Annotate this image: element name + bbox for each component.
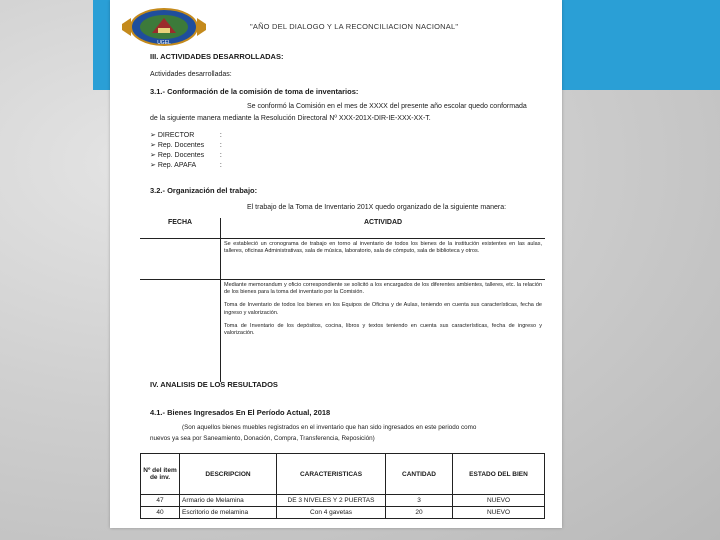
table-row (140, 239, 545, 280)
list-item: ➢ Rep. Docentes : (150, 152, 222, 159)
item-number-cell: 40 (141, 507, 180, 519)
list-item: ➢ DIRECTOR : (150, 132, 222, 139)
characteristics-cell: Con 4 gavetas (277, 507, 386, 519)
list-item: ➢ Rep. APAFA : (150, 162, 222, 169)
work-schedule-table (140, 218, 545, 382)
status-cell: NUEVO (453, 507, 545, 519)
column-header-fecha: FECHA (140, 218, 221, 239)
quantity-cell: 3 (386, 495, 453, 507)
section-title-activities: III. ACTIVIDADES DESARROLLADAS: (150, 52, 284, 61)
table-row (140, 280, 545, 383)
commission-text-line2: de la siguiente manera mediante la Resolución Directoral Nº XXX-201X-DIR-IE-XXX-XX-T. (150, 115, 431, 122)
organization-text: El trabajo de la Toma de Inventario 201X quedo organizado de la siguiente manera: (247, 204, 507, 211)
bullet-arrow-icon: ➢ (150, 142, 156, 149)
bullet-arrow-icon: ➢ (150, 162, 156, 169)
document-motto: "AÑO DEL DIALOGO Y LA RECONCILIACION NACIONAL" (250, 22, 459, 31)
status-cell: NUEVO (453, 495, 545, 507)
activity-text: Toma de Inventario de todos los bienes en los Equipos de Oficina y de Aulas, teniendo en cuenta sus características, fecha de ingreso y valorización. (224, 302, 542, 316)
table-header-row (141, 454, 545, 495)
item-number-cell: 47 (141, 495, 180, 507)
subsection-title-assets: 4.1.- Bienes Ingresados En El Período Actual, 2018 (150, 408, 331, 417)
section-title-analysis: IV. ANALISIS DE LOS RESULTADOS (150, 380, 278, 389)
description-cell: Escritorio de melamina (180, 507, 277, 519)
subsection-title-commission: 3.1.- Conformación de la comisión de toma de inventarios: (150, 87, 359, 96)
table-row (141, 507, 545, 519)
activity-cell (221, 280, 546, 383)
column-header-characteristics: CARACTERISTICAS (277, 454, 386, 495)
column-header-actividad: ACTIVIDAD (221, 218, 546, 239)
column-header-item-number: Nº del ítem de inv. (141, 454, 180, 495)
assets-note-line1: (Son aquellos bienes muebles registrados en el inventario que han sido ingresados en este periodo como (182, 424, 477, 431)
description-cell: Armario de Melamina (180, 495, 277, 507)
table-row (141, 495, 545, 507)
subsection-title-organization: 3.2.- Organización del trabajo: (150, 186, 258, 195)
activity-text: Toma de Inventario de los depósitos, cocina, libros y textos teniendo en cuenta sus características, fecha de ingreso y valorización. (224, 322, 542, 337)
activity-cell (221, 239, 546, 280)
assets-note-line2: nuevos ya sea por Saneamiento, Donación, Compra, Transferencia, Reposición) (150, 435, 375, 442)
table-header-row (140, 218, 545, 239)
commission-text-line1: Se conformó la Comisión en el mes de XXXX del presente año escolar quedo conformada (247, 103, 527, 110)
activity-text: Se estableció un cronograma de trabajo en torno al inventario de todos los bienes de la institución existentes en las aulas, talleres, oficinas Administrativas, sala de música, laboratorio, sala de cómputo, sala de biblioteca y otros. (224, 241, 542, 255)
column-header-status: ESTADO DEL BIEN (453, 454, 545, 495)
column-header-description: DESCRIPCION (180, 454, 277, 495)
assets-table (140, 453, 545, 519)
list-item: ➢ Rep. Docentes : (150, 142, 222, 149)
bullet-arrow-icon: ➢ (150, 152, 156, 159)
column-header-quantity: CANTIDAD (386, 454, 453, 495)
date-cell (140, 239, 221, 280)
quantity-cell: 20 (386, 507, 453, 519)
date-cell (140, 280, 221, 383)
institution-logo (118, 6, 210, 48)
activities-subtitle: Actividades desarrolladas: (150, 71, 232, 78)
logo-text: UGEL (157, 40, 171, 46)
document-page (110, 0, 562, 528)
characteristics-cell: DE 3 NIVELES Y 2 PUERTAS (277, 495, 386, 507)
bullet-arrow-icon: ➢ (150, 132, 156, 139)
activity-text: Mediante memorandum y oficio correspondiente se solicitó a los encargados de los diferentes ambientes, talleres, etc. la relación de los bienes para la toma del inventario por la Comisión. (224, 282, 542, 296)
